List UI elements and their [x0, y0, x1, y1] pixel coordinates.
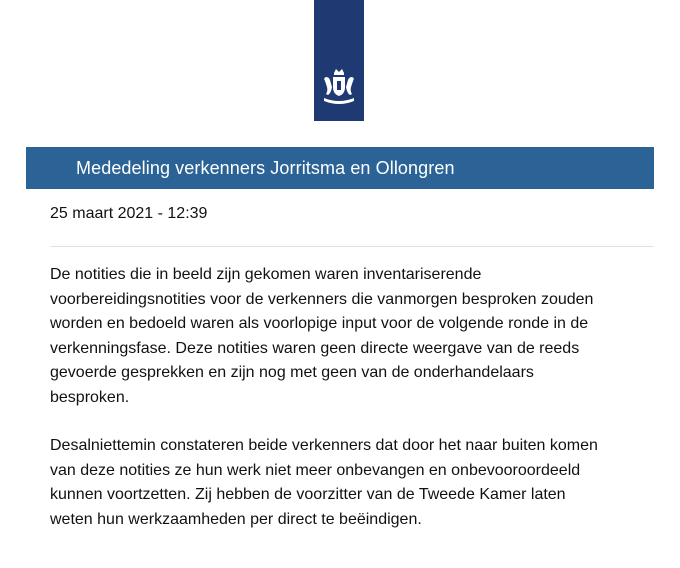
- paragraph: De notities die in beeld zijn gekomen waren inventariserende voorbereidingsnotities voor de verkenners die vanmorgen besproken zouden worden en bedoeld waren als voorlopige input voor de volgende ronde in de verkenningsfase. Deze notities waren geen directe weergave van de reeds gevoerde gesprekken en zijn nog met geen van de onderhandelaars besproken.: [50, 266, 594, 406]
- rijksoverheid-logo: [314, 0, 364, 121]
- title-banner: [26, 147, 654, 189]
- coat-of-arms-icon: [320, 67, 358, 107]
- publication-date: 25 maart 2021 - 12:39: [50, 205, 208, 222]
- divider: [50, 246, 654, 247]
- article-body: [50, 263, 650, 556]
- page-title: Mededeling verkenners Jorritsma en Ollongren: [76, 157, 455, 178]
- paragraph: Desalniettemin constateren beide verkenners dat door het naar buiten komen van deze notities ze hun werk niet meer onbevangen en onbevooroordeeld kunnen voortzetten. Zij hebben de voorzitter van de Tweede Kamer laten weten hun werkzaamheden per direct te beëindigen.: [50, 437, 598, 528]
